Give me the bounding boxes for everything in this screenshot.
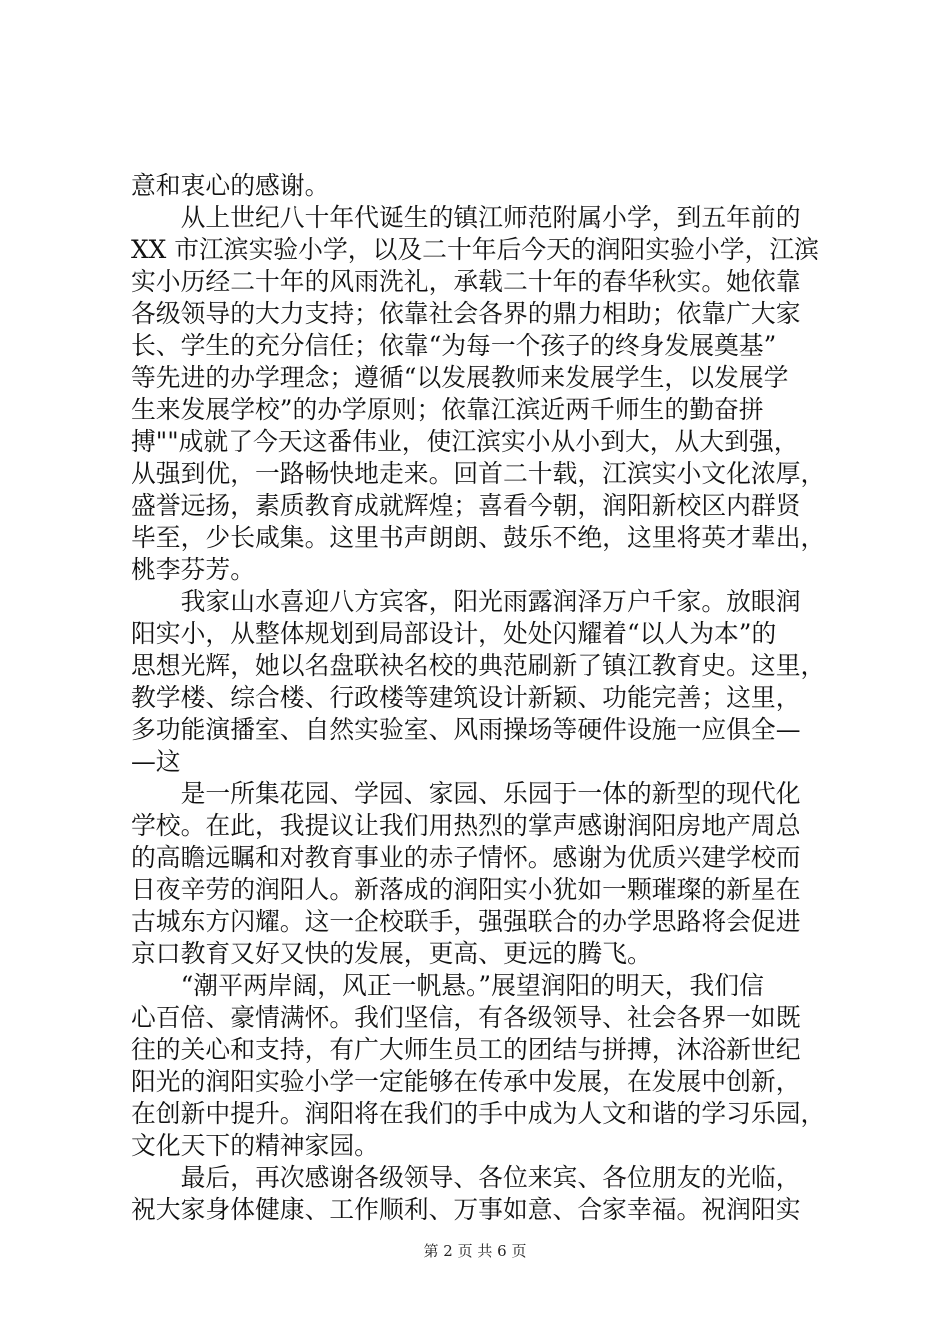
text-line: “潮平两岸阔，风正一帆悬。”展望润阳的明天，我们信	[131, 971, 764, 1000]
text-line: 心百倍、豪情满怀。我们坚信，有各级领导、社会各界一如既	[131, 1003, 801, 1032]
text-line: 桃李芬芳。	[131, 555, 255, 584]
text-line: XX 市江滨实验小学，以及二十年后今天的润阳实验小学，江滨	[131, 235, 819, 264]
text-line: 等先进的办学理念；遵循“以发展教师来发展学生，以发展学	[131, 363, 789, 392]
text-line: 阳光的润阳实验小学一定能够在传承中发展，在发展中创新，	[131, 1067, 801, 1096]
text-line: 的高瞻远瞩和对教育事业的赤子情怀。感谢为优质兴建学校而	[131, 843, 801, 872]
text-line: 祝大家身体健康、工作顺利、万事如意、合家幸福。祝润阳实	[131, 1195, 801, 1224]
text-line: 往的关心和支持，有广大师生员工的团结与拼搏，沐浴新世纪	[131, 1035, 801, 1064]
text-line: 日夜辛劳的润阳人。新落成的润阳实小犹如一颗璀璨的新星在	[131, 875, 801, 904]
text-line: 思想光辉，她以名盘联袂名校的典范刷新了镇江教育史。这里，	[131, 651, 826, 680]
text-line: 我家山水喜迎八方宾客，阳光雨露润泽万户千家。放眼润	[131, 587, 801, 616]
text-line: 京口教育又好又快的发展，更高、更远的腾飞。	[131, 939, 652, 968]
text-line: 毕至，少长咸集。这里书声朗朗、鼓乐不绝，这里将英才辈出，	[131, 523, 826, 552]
page-footer	[0, 1240, 950, 1261]
text-line: 多功能演播室、自然实验室、风雨操场等硬件设施一应俱全—	[131, 715, 801, 744]
text-line: 学校。在此，我提议让我们用热烈的掌声感谢润阳房地产周总	[131, 811, 801, 840]
text-line: 盛誉远扬，素质教育成就辉煌；喜看今朝，润阳新校区内群贤	[131, 491, 801, 520]
text-line: —这	[131, 747, 181, 776]
text-line: 从强到优，一路畅快地走来。回首二十载，江滨实小文化浓厚，	[131, 459, 826, 488]
text-line: 生来发展学校”的办学原则；依靠江滨近两千师生的勤奋拼	[131, 395, 764, 424]
text-line: 最后，再次感谢各级领导、各位来宾、各位朋友的光临，	[131, 1163, 801, 1192]
text-line: 从上世纪八十年代诞生的镇江师范附属小学，到五年前的	[131, 203, 801, 232]
text-line: 意和衷心的感谢。	[131, 171, 330, 200]
text-line: 搏""成就了今天这番伟业，使江滨实小从小到大，从大到强，	[131, 427, 799, 456]
page-number-label: 第 2 页 共 6 页	[423, 1242, 527, 1260]
text-line: 阳实小，从整体规划到局部设计，处处闪耀着“以人为本”的	[131, 619, 777, 648]
text-line: 是一所集花园、学园、家园、乐园于一体的新型的现代化	[131, 779, 801, 808]
document-body	[131, 170, 831, 1226]
text-line: 长、学生的充分信任；依靠“为每一个孩子的终身发展奠基”	[131, 331, 777, 360]
text-line: 实小历经二十年的风雨洗礼，承载二十年的春华秋实。她依靠	[131, 267, 801, 296]
text-line: 各级领导的大力支持；依靠社会各界的鼎力相助；依靠广大家	[131, 299, 801, 328]
text-line: 古城东方闪耀。这一企校联手，强强联合的办学思路将会促进	[131, 907, 801, 936]
text-line: 在创新中提升。润阳将在我们的手中成为人文和谐的学习乐园，	[131, 1099, 826, 1128]
text-line: 教学楼、综合楼、行政楼等建筑设计新颖、功能完善；这里，	[131, 683, 801, 712]
text-line: 文化天下的精神家园。	[131, 1131, 379, 1160]
